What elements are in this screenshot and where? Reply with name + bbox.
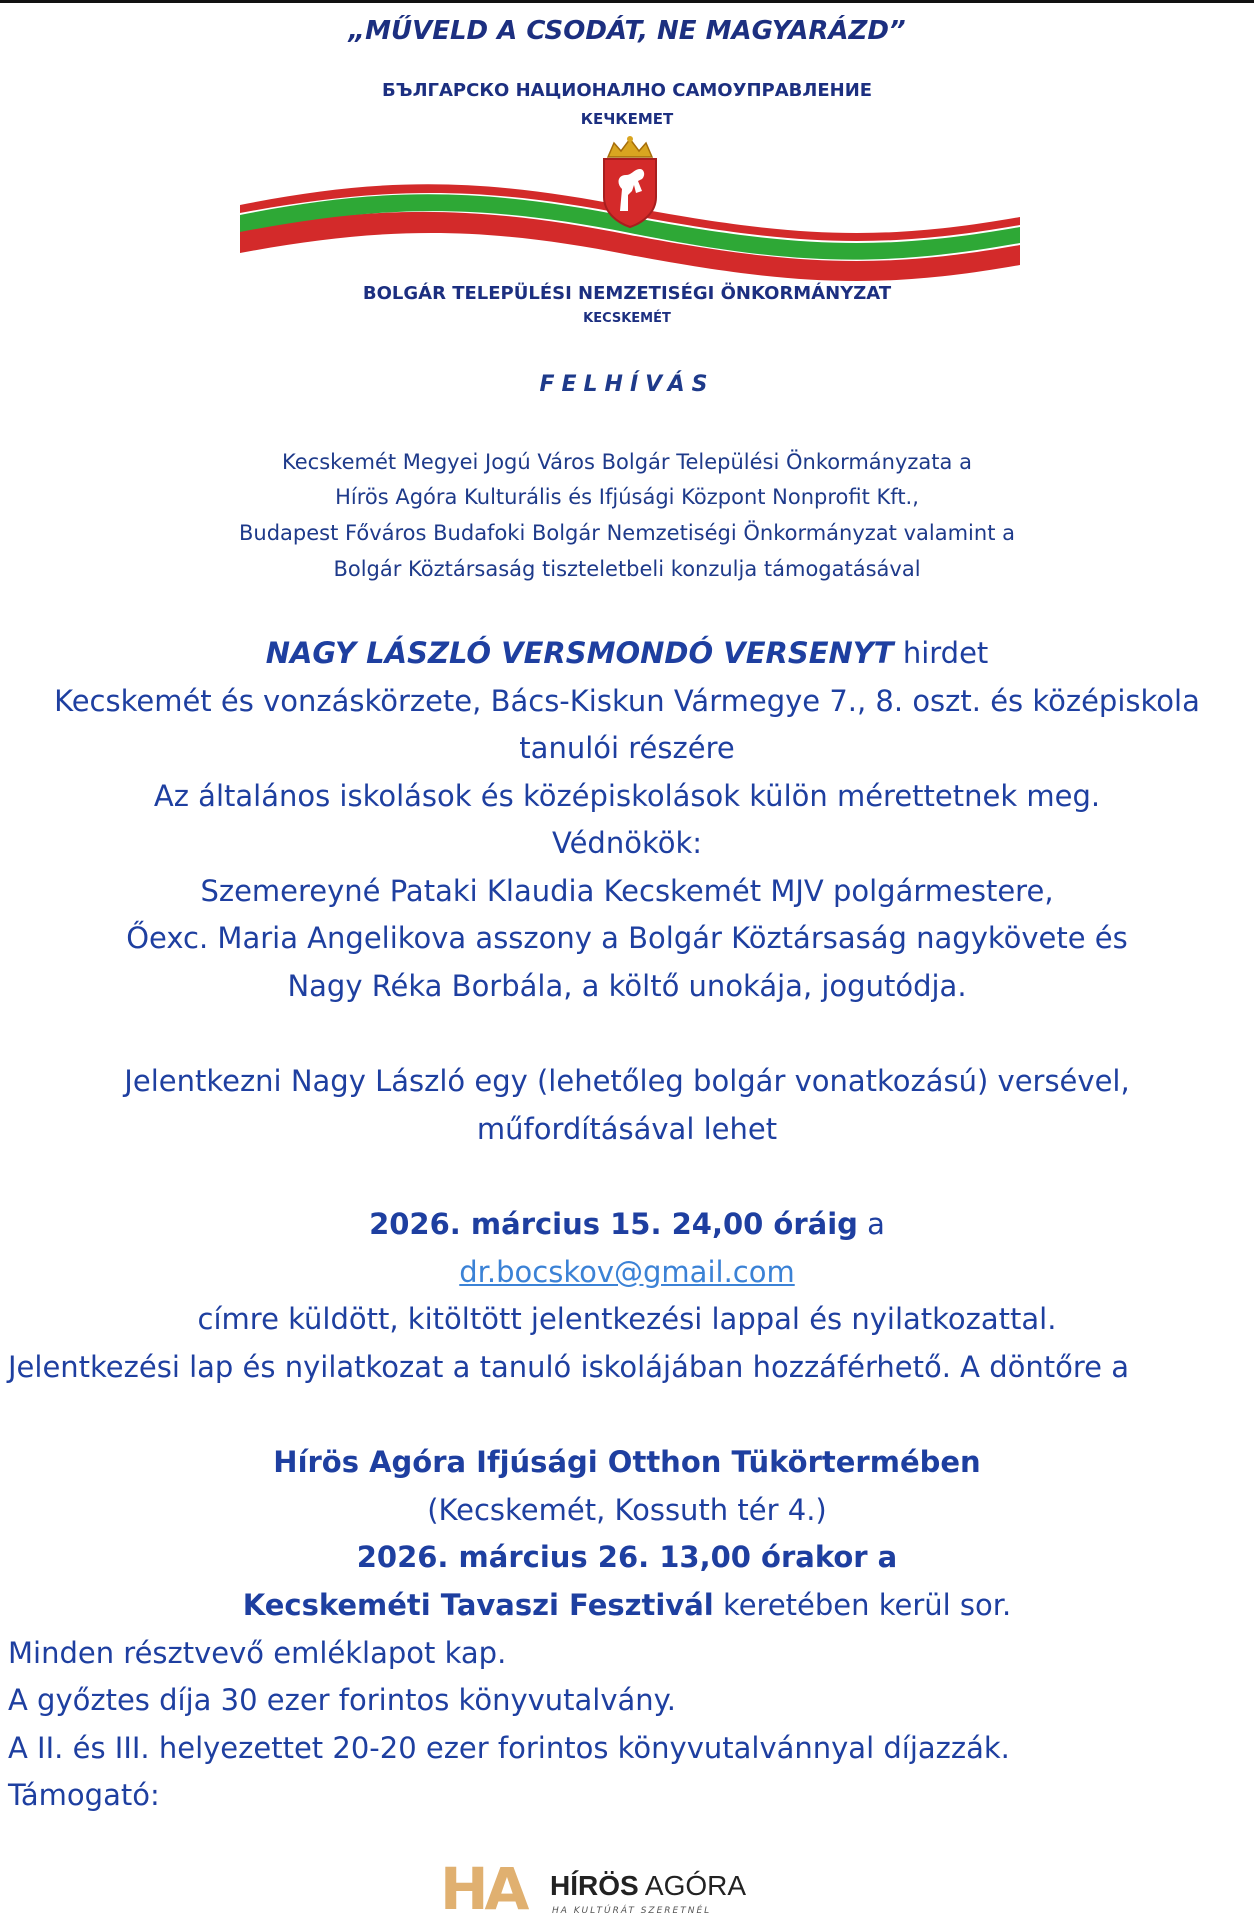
sponsor-tagline: HA KULTÚRÁT SZERETNÉL [552,1906,712,1916]
sponsor-mark: HA [440,1855,526,1923]
apply-line: műfordításával lehet [476,1112,778,1146]
deadline-suffix: a [867,1207,885,1241]
final-datetime: 2026. március 26. 13,00 órakor a [356,1540,898,1574]
sponsor-name-light: AGÓRA [644,1870,747,1901]
festival-name: Kecskeméti Tavaszi Fesztivál [242,1588,714,1622]
top-border [0,0,1254,3]
patrons-label: Védnökök: [551,826,703,860]
competition-verb: hirdet [902,636,989,670]
intro-line: Hírös Agóra Kulturális és Ifjúsági Központ Nonprofit Kft., [335,485,919,509]
sponsor-logo [440,1855,780,1923]
bg-city: КЕЧКЕМЕТ [580,110,674,128]
festival-suffix: keretében kerül sor. [722,1588,1012,1622]
final-address: (Kecskemét, Kossuth tér 4.) [427,1493,827,1527]
apply-line: Jelentkezni Nagy László egy (lehetőleg bolgár vonatkozású) versével, [124,1064,1130,1098]
apply-line: címre küldött, kitöltött jelentkezési lappal és nyilatkozattal. [197,1302,1057,1336]
category-note: Az általános iskolások és középiskolások külön mérettetnek meg. [153,779,1101,813]
sponsor-label: Támogató: [8,1778,160,1812]
deadline-line [0,1207,1254,1241]
competition-heading [0,636,1254,670]
final-venue: Hírös Agóra Ifjúsági Otthon Tükörtermében [273,1445,981,1479]
sponsor-name [550,1870,746,1902]
intro-line: Budapest Főváros Budafoki Bolgár Nemzetiségi Önkormányzat valamint a [239,521,1015,545]
motto: „MŰVELD A CSODÁT, NE MAGYARÁZD” [348,16,906,46]
bg-organization: БЪЛГАРСКО НАЦИОНАЛНО САМОУПРАВЛЕНИЕ [381,80,873,101]
hu-organization: BOLGÁR TELEPÜLÉSI NEMZETISÉGI ÖNKORMÁNYZAT [362,283,892,304]
eligibility-line: Kecskemét és vonzáskörzete, Bács-Kiskun Vármegye 7., 8. oszt. és középiskola [54,684,1200,718]
document-title: FELHÍVÁS [539,372,715,397]
email-line [0,1255,1254,1289]
sponsor-name-bold: HÍRÖS [550,1870,639,1901]
flag-emblem-graphic [230,135,1030,285]
festival-line [0,1588,1254,1622]
patron-line: Őexc. Maria Angelikova asszony a Bolgár Köztársaság nagykövete és [126,921,1128,955]
email-link[interactable]: dr.bocskov@gmail.com [459,1255,795,1289]
patron-line: Szemereyné Pataki Klaudia Kecskemét MJV polgármestere, [200,874,1054,908]
hu-city: KECSKEMÉT [583,311,671,326]
apply-line: Jelentkezési lap és nyilatkozat a tanuló iskolájában hozzáférhető. A döntőre a [8,1350,1130,1384]
prize-line: A II. és III. helyezettet 20-20 ezer forintos könyvutalvánnyal díjazzák. [8,1731,1010,1765]
competition-name: NAGY LÁSZLÓ VERSMONDÓ VERSENYT [265,636,894,670]
intro-line: Kecskemét Megyei Jogú Város Bolgár Települési Önkormányzata a [282,450,972,474]
prize-line: A győztes díja 30 ezer forintos könyvutalvány. [8,1683,676,1717]
prize-line: Minden résztvevő emléklapot kap. [8,1636,507,1670]
patron-line: Nagy Réka Borbála, a költő unokája, jogutódja. [287,969,967,1003]
coat-of-arms-icon [604,136,656,227]
intro-line: Bolgár Köztársaság tiszteletbeli konzulja támogatásával [333,557,921,581]
eligibility-line: tanulói részére [519,731,735,765]
deadline: 2026. március 15. 24,00 óráig [369,1207,858,1241]
